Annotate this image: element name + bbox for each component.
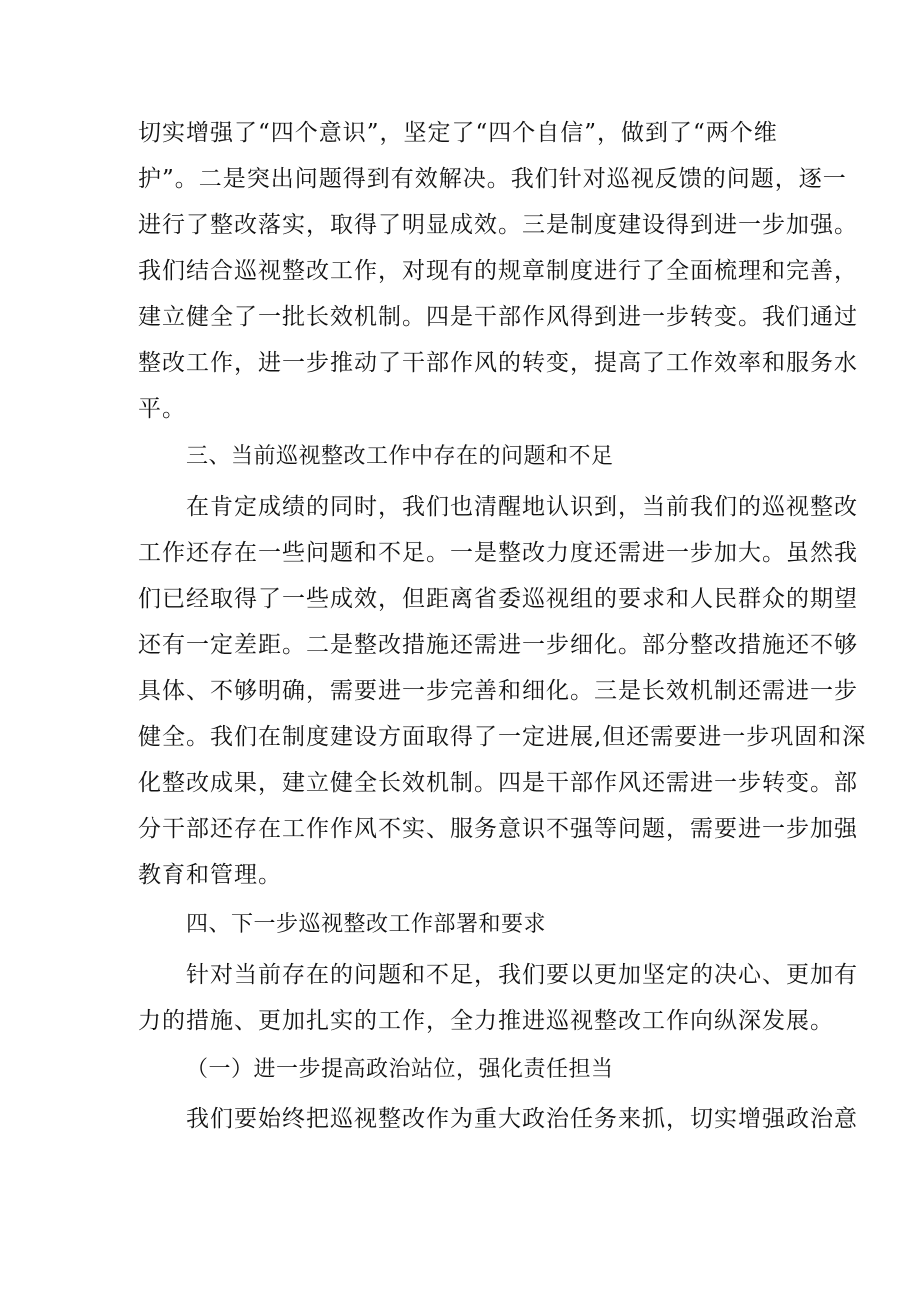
paragraph-line: 平。: [138, 396, 186, 422]
paragraph-line: 力的措施、更加扎实的工作，全力推进巡视整改工作向纵深发展。: [138, 1008, 834, 1034]
paragraph-line: 还有一定差距。二是整改措施还需进一步细化。部分整改措施还不够: [138, 632, 858, 658]
paragraph-line: 建立健全了一批长效机制。四是干部作风得到进一步转变。我们通过: [138, 304, 858, 330]
paragraph-line: 分干部还存在工作作风不实、服务意识不强等问题，需要进一步加强: [138, 816, 858, 842]
paragraph-line: 具体、不够明确，需要进一步完善和细化。三是长效机制还需进一步: [138, 678, 858, 704]
section-heading-3: 三、当前巡视整改工作中存在的问题和不足: [186, 444, 614, 469]
paragraph-line: 教育和管理。: [138, 862, 282, 888]
paragraph-line: 进行了整改落实，取得了明显成效。三是制度建设得到进一步加强。: [138, 212, 858, 238]
subsection-heading-1: （一）进一步提高政治站位，强化责任担当: [186, 1057, 614, 1082]
paragraph-line: 我们要始终把巡视整改作为重大政治任务来抓，切实增强政治意: [186, 1106, 858, 1132]
paragraph-line: 健全。我们在制度建设方面取得了一定进展,但还需要进一步巩固和深: [138, 724, 867, 750]
paragraph-line: 工作还存在一些问题和不足。一是整改力度还需进一步加大。虽然我: [138, 540, 858, 566]
paragraph-line: 护”。二是突出问题得到有效解决。我们针对巡视反馈的问题，逐一: [138, 166, 847, 192]
paragraph-line: 整改工作，进一步推动了干部作风的转变，提高了工作效率和服务水: [138, 350, 858, 376]
paragraph-line: 切实增强了“四个意识”，坚定了“四个自信”，做到了“两个维: [138, 120, 778, 146]
paragraph-line: 化整改成果，建立健全长效机制。四是干部作风还需进一步转变。部: [138, 770, 858, 796]
paragraph-line: 们已经取得了一些成效，但距离省委巡视组的要求和人民群众的期望: [138, 586, 858, 612]
section-heading-4: 四、下一步巡视整改工作部署和要求: [186, 912, 547, 937]
paragraph-line: 我们结合巡视整改工作，对现有的规章制度进行了全面梳理和完善，: [138, 258, 858, 284]
paragraph-line: 在肯定成绩的同时，我们也清醒地认识到，当前我们的巡视整改: [186, 494, 858, 520]
paragraph-line: 针对当前存在的问题和不足，我们要以更加坚定的决心、更加有: [186, 962, 858, 988]
